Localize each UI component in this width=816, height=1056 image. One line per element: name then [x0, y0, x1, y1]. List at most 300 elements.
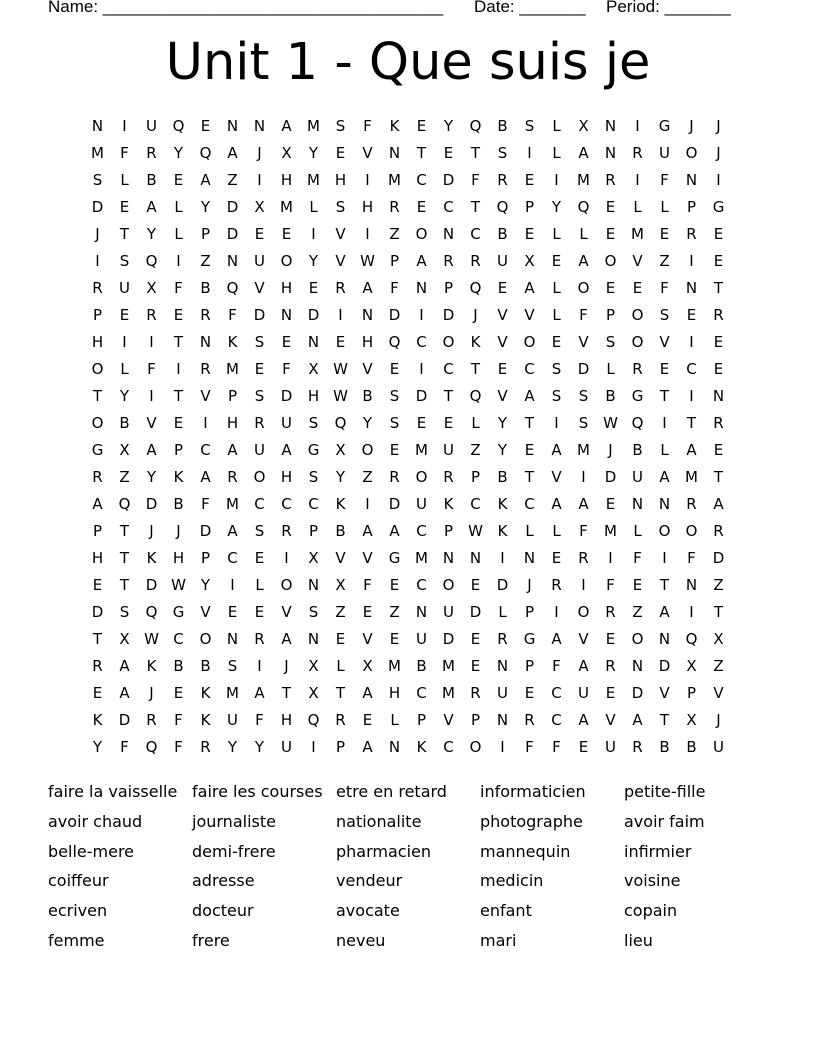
- grid-letter[interactable]: Y: [227, 738, 238, 756]
- grid-letter[interactable]: Z: [335, 603, 346, 621]
- grid-letter[interactable]: J: [608, 441, 613, 459]
- grid-letter[interactable]: R: [497, 630, 508, 648]
- grid-letter[interactable]: F: [471, 171, 480, 189]
- grid-letter[interactable]: D: [469, 603, 482, 621]
- grid-letter[interactable]: R: [632, 738, 643, 756]
- grid-letter[interactable]: H: [334, 171, 347, 189]
- grid-letter[interactable]: E: [362, 711, 373, 729]
- grid-letter[interactable]: I: [689, 603, 694, 621]
- grid-letter[interactable]: N: [631, 657, 644, 675]
- grid-letter[interactable]: X: [254, 198, 265, 216]
- grid-letter[interactable]: A: [119, 684, 130, 702]
- grid-letter[interactable]: A: [200, 468, 211, 486]
- grid-letter[interactable]: N: [226, 252, 239, 270]
- grid-letter[interactable]: C: [416, 684, 427, 702]
- grid-letter[interactable]: A: [578, 495, 589, 513]
- grid-letter[interactable]: Q: [307, 711, 320, 729]
- grid-letter[interactable]: M: [388, 171, 401, 189]
- grid-letter[interactable]: R: [389, 198, 400, 216]
- grid-letter[interactable]: R: [200, 738, 211, 756]
- grid-letter[interactable]: R: [578, 549, 589, 567]
- grid-letter[interactable]: L: [120, 360, 129, 378]
- grid-letter[interactable]: Z: [470, 441, 481, 459]
- grid-letter[interactable]: D: [307, 306, 320, 324]
- grid-letter[interactable]: V: [362, 549, 373, 567]
- grid-letter[interactable]: E: [524, 225, 535, 243]
- grid-letter[interactable]: V: [335, 252, 346, 270]
- grid-letter[interactable]: R: [146, 144, 157, 162]
- grid-letter[interactable]: S: [524, 117, 535, 135]
- grid-letter[interactable]: J: [716, 711, 721, 729]
- grid-letter[interactable]: F: [552, 657, 561, 675]
- grid-letter[interactable]: P: [200, 225, 211, 243]
- grid-letter[interactable]: S: [551, 387, 562, 405]
- grid-letter[interactable]: K: [227, 333, 238, 351]
- grid-letter[interactable]: Y: [146, 468, 157, 486]
- grid-letter[interactable]: E: [254, 360, 265, 378]
- grid-letter[interactable]: U: [443, 603, 454, 621]
- grid-letter[interactable]: A: [362, 684, 373, 702]
- grid-letter[interactable]: F: [606, 576, 615, 594]
- grid-letter[interactable]: X: [308, 360, 319, 378]
- grid-letter[interactable]: W: [360, 252, 375, 270]
- grid-letter[interactable]: M: [685, 468, 698, 486]
- grid-letter[interactable]: J: [284, 657, 289, 675]
- grid-letter[interactable]: S: [659, 306, 670, 324]
- grid-letter[interactable]: L: [471, 414, 480, 432]
- grid-letter[interactable]: L: [552, 279, 561, 297]
- grid-letter[interactable]: M: [280, 198, 293, 216]
- grid-letter[interactable]: B: [362, 387, 373, 405]
- grid-letter[interactable]: L: [552, 144, 561, 162]
- grid-letter[interactable]: E: [605, 225, 616, 243]
- grid-letter[interactable]: E: [524, 171, 535, 189]
- grid-letter[interactable]: B: [200, 279, 211, 297]
- grid-letter[interactable]: I: [500, 738, 505, 756]
- grid-letter[interactable]: D: [388, 306, 401, 324]
- grid-letter[interactable]: T: [470, 198, 481, 216]
- grid-letter[interactable]: L: [633, 198, 642, 216]
- grid-letter[interactable]: X: [308, 549, 319, 567]
- grid-letter[interactable]: P: [443, 522, 454, 540]
- grid-letter[interactable]: E: [281, 333, 292, 351]
- grid-letter[interactable]: U: [254, 252, 265, 270]
- grid-letter[interactable]: N: [685, 171, 698, 189]
- grid-letter[interactable]: X: [362, 657, 373, 675]
- grid-letter[interactable]: X: [335, 576, 346, 594]
- grid-letter[interactable]: I: [689, 252, 694, 270]
- grid-letter[interactable]: I: [365, 225, 370, 243]
- grid-letter[interactable]: I: [149, 333, 154, 351]
- grid-letter[interactable]: W: [171, 576, 186, 594]
- grid-letter[interactable]: L: [633, 522, 642, 540]
- grid-letter[interactable]: I: [527, 144, 532, 162]
- grid-letter[interactable]: S: [335, 198, 346, 216]
- grid-letter[interactable]: E: [443, 414, 454, 432]
- grid-letter[interactable]: M: [307, 117, 320, 135]
- grid-letter[interactable]: C: [416, 171, 427, 189]
- grid-letter[interactable]: F: [660, 279, 669, 297]
- grid-letter[interactable]: V: [524, 306, 535, 324]
- grid-letter[interactable]: Y: [443, 117, 454, 135]
- grid-letter[interactable]: V: [362, 144, 373, 162]
- grid-letter[interactable]: N: [388, 144, 401, 162]
- grid-letter[interactable]: C: [173, 630, 184, 648]
- grid-letter[interactable]: C: [281, 495, 292, 513]
- grid-letter[interactable]: X: [524, 252, 535, 270]
- grid-letter[interactable]: E: [416, 414, 427, 432]
- grid-letter[interactable]: E: [632, 576, 643, 594]
- grid-letter[interactable]: Y: [335, 468, 346, 486]
- grid-letter[interactable]: V: [443, 711, 454, 729]
- grid-letter[interactable]: O: [577, 279, 590, 297]
- grid-letter[interactable]: R: [389, 468, 400, 486]
- grid-letter[interactable]: E: [254, 225, 265, 243]
- grid-letter[interactable]: O: [442, 576, 455, 594]
- grid-letter[interactable]: Y: [146, 225, 157, 243]
- grid-letter[interactable]: Y: [551, 198, 562, 216]
- grid-letter[interactable]: K: [389, 117, 400, 135]
- grid-letter[interactable]: B: [497, 468, 508, 486]
- grid-letter[interactable]: Q: [145, 252, 158, 270]
- grid-letter[interactable]: A: [578, 657, 589, 675]
- grid-letter[interactable]: Y: [362, 414, 373, 432]
- grid-letter[interactable]: S: [254, 522, 265, 540]
- grid-letter[interactable]: H: [172, 549, 185, 567]
- grid-letter[interactable]: C: [443, 360, 454, 378]
- grid-letter[interactable]: P: [524, 198, 535, 216]
- grid-letter[interactable]: I: [338, 306, 343, 324]
- grid-letter[interactable]: O: [523, 333, 536, 351]
- grid-letter[interactable]: R: [605, 603, 616, 621]
- grid-letter[interactable]: P: [308, 522, 319, 540]
- grid-letter[interactable]: E: [632, 279, 643, 297]
- grid-letter[interactable]: Z: [389, 225, 400, 243]
- grid-letter[interactable]: E: [551, 333, 562, 351]
- grid-letter[interactable]: I: [635, 171, 640, 189]
- grid-letter[interactable]: Z: [389, 603, 400, 621]
- grid-letter[interactable]: L: [174, 198, 183, 216]
- grid-letter[interactable]: E: [605, 495, 616, 513]
- grid-letter[interactable]: I: [662, 414, 667, 432]
- grid-letter[interactable]: E: [605, 279, 616, 297]
- grid-letter[interactable]: I: [554, 171, 559, 189]
- grid-letter[interactable]: B: [173, 657, 184, 675]
- grid-letter[interactable]: Y: [497, 441, 508, 459]
- grid-letter[interactable]: T: [92, 630, 103, 648]
- grid-letter[interactable]: C: [227, 549, 238, 567]
- grid-letter[interactable]: D: [118, 711, 131, 729]
- grid-letter[interactable]: R: [200, 360, 211, 378]
- grid-letter[interactable]: P: [605, 306, 616, 324]
- grid-letter[interactable]: E: [173, 171, 184, 189]
- grid-letter[interactable]: Z: [200, 252, 211, 270]
- grid-letter[interactable]: O: [199, 630, 212, 648]
- grid-letter[interactable]: F: [201, 495, 210, 513]
- grid-letter[interactable]: N: [469, 549, 482, 567]
- grid-letter[interactable]: C: [524, 495, 535, 513]
- grid-letter[interactable]: G: [631, 387, 644, 405]
- grid-letter[interactable]: W: [333, 387, 348, 405]
- grid-letter[interactable]: T: [119, 225, 130, 243]
- grid-letter[interactable]: F: [525, 738, 534, 756]
- grid-letter[interactable]: P: [524, 603, 535, 621]
- grid-letter[interactable]: I: [608, 549, 613, 567]
- grid-letter[interactable]: J: [149, 684, 154, 702]
- grid-letter[interactable]: Q: [496, 198, 509, 216]
- grid-letter[interactable]: B: [335, 522, 346, 540]
- grid-letter[interactable]: N: [496, 711, 509, 729]
- grid-letter[interactable]: T: [713, 603, 724, 621]
- grid-letter[interactable]: P: [416, 711, 427, 729]
- grid-letter[interactable]: M: [442, 657, 455, 675]
- grid-letter[interactable]: N: [604, 117, 617, 135]
- grid-letter[interactable]: C: [551, 684, 562, 702]
- grid-letter[interactable]: E: [389, 441, 400, 459]
- grid-letter[interactable]: F: [228, 306, 237, 324]
- grid-letter[interactable]: M: [442, 684, 455, 702]
- grid-letter[interactable]: U: [119, 279, 130, 297]
- grid-letter[interactable]: Y: [254, 738, 265, 756]
- grid-letter[interactable]: O: [604, 252, 617, 270]
- grid-letter[interactable]: A: [254, 684, 265, 702]
- grid-letter[interactable]: E: [173, 306, 184, 324]
- grid-letter[interactable]: H: [226, 414, 239, 432]
- grid-letter[interactable]: Q: [118, 495, 131, 513]
- grid-letter[interactable]: R: [443, 468, 454, 486]
- grid-letter[interactable]: A: [146, 441, 157, 459]
- grid-letter[interactable]: N: [307, 576, 320, 594]
- grid-letter[interactable]: C: [686, 360, 697, 378]
- grid-letter[interactable]: M: [226, 684, 239, 702]
- grid-letter[interactable]: U: [605, 738, 616, 756]
- grid-letter[interactable]: E: [119, 306, 130, 324]
- grid-letter[interactable]: E: [497, 360, 508, 378]
- grid-letter[interactable]: E: [713, 225, 724, 243]
- grid-letter[interactable]: S: [227, 657, 238, 675]
- grid-letter[interactable]: P: [227, 387, 238, 405]
- grid-letter[interactable]: X: [335, 441, 346, 459]
- grid-letter[interactable]: X: [578, 117, 589, 135]
- grid-letter[interactable]: O: [658, 522, 671, 540]
- grid-letter[interactable]: J: [257, 144, 262, 162]
- grid-letter[interactable]: N: [415, 279, 428, 297]
- grid-letter[interactable]: C: [470, 225, 481, 243]
- grid-letter[interactable]: L: [498, 603, 507, 621]
- grid-letter[interactable]: V: [497, 387, 508, 405]
- grid-letter[interactable]: R: [713, 414, 724, 432]
- grid-letter[interactable]: D: [91, 603, 104, 621]
- grid-letter[interactable]: O: [253, 468, 266, 486]
- grid-letter[interactable]: E: [92, 684, 103, 702]
- grid-letter[interactable]: R: [335, 711, 346, 729]
- grid-letter[interactable]: T: [470, 144, 481, 162]
- grid-letter[interactable]: S: [389, 414, 400, 432]
- grid-letter[interactable]: I: [662, 549, 667, 567]
- grid-letter[interactable]: M: [226, 495, 239, 513]
- grid-letter[interactable]: K: [200, 684, 211, 702]
- grid-letter[interactable]: B: [686, 738, 697, 756]
- grid-letter[interactable]: T: [659, 387, 670, 405]
- name-field[interactable]: Name: ____________________________________: [48, 0, 444, 16]
- grid-letter[interactable]: E: [254, 603, 265, 621]
- grid-letter[interactable]: T: [281, 684, 292, 702]
- grid-letter[interactable]: I: [419, 306, 424, 324]
- grid-letter[interactable]: H: [361, 333, 374, 351]
- grid-letter[interactable]: U: [713, 738, 724, 756]
- grid-letter[interactable]: Z: [227, 171, 238, 189]
- grid-letter[interactable]: A: [578, 252, 589, 270]
- grid-letter[interactable]: F: [390, 279, 399, 297]
- grid-letter[interactable]: P: [686, 684, 697, 702]
- grid-letter[interactable]: F: [552, 738, 561, 756]
- grid-letter[interactable]: G: [388, 549, 401, 567]
- grid-letter[interactable]: Q: [469, 117, 482, 135]
- grid-letter[interactable]: I: [257, 657, 262, 675]
- grid-letter[interactable]: F: [282, 360, 291, 378]
- grid-letter[interactable]: I: [365, 495, 370, 513]
- grid-letter[interactable]: H: [307, 387, 320, 405]
- grid-letter[interactable]: B: [497, 117, 508, 135]
- grid-letter[interactable]: U: [659, 144, 670, 162]
- grid-letter[interactable]: S: [308, 414, 319, 432]
- grid-letter[interactable]: F: [579, 522, 588, 540]
- grid-letter[interactable]: G: [307, 441, 320, 459]
- grid-letter[interactable]: O: [685, 144, 698, 162]
- grid-letter[interactable]: H: [91, 549, 104, 567]
- grid-letter[interactable]: I: [716, 171, 721, 189]
- grid-letter[interactable]: A: [227, 522, 238, 540]
- grid-letter[interactable]: F: [120, 144, 129, 162]
- grid-letter[interactable]: F: [579, 306, 588, 324]
- grid-letter[interactable]: E: [605, 630, 616, 648]
- grid-letter[interactable]: Q: [172, 117, 185, 135]
- grid-letter[interactable]: I: [230, 576, 235, 594]
- grid-letter[interactable]: T: [173, 333, 184, 351]
- grid-letter[interactable]: M: [388, 657, 401, 675]
- grid-letter[interactable]: R: [92, 657, 103, 675]
- grid-letter[interactable]: Z: [713, 576, 724, 594]
- grid-letter[interactable]: O: [442, 333, 455, 351]
- grid-letter[interactable]: T: [119, 522, 130, 540]
- grid-letter[interactable]: J: [689, 117, 694, 135]
- grid-letter[interactable]: U: [254, 441, 265, 459]
- grid-letter[interactable]: I: [176, 252, 181, 270]
- grid-letter[interactable]: L: [660, 441, 669, 459]
- grid-letter[interactable]: R: [713, 306, 724, 324]
- grid-letter[interactable]: D: [145, 576, 158, 594]
- grid-letter[interactable]: F: [363, 117, 372, 135]
- grid-letter[interactable]: V: [200, 387, 211, 405]
- grid-letter[interactable]: O: [280, 252, 293, 270]
- grid-letter[interactable]: N: [712, 387, 725, 405]
- grid-letter[interactable]: D: [496, 576, 509, 594]
- grid-letter[interactable]: I: [311, 738, 316, 756]
- grid-letter[interactable]: A: [578, 144, 589, 162]
- grid-letter[interactable]: F: [633, 549, 642, 567]
- grid-letter[interactable]: D: [712, 549, 725, 567]
- grid-letter[interactable]: D: [280, 387, 293, 405]
- grid-letter[interactable]: H: [280, 711, 293, 729]
- grid-letter[interactable]: O: [685, 522, 698, 540]
- grid-letter[interactable]: V: [659, 684, 670, 702]
- grid-letter[interactable]: X: [686, 657, 697, 675]
- grid-letter[interactable]: V: [578, 333, 589, 351]
- grid-letter[interactable]: B: [632, 441, 643, 459]
- grid-letter[interactable]: C: [416, 576, 427, 594]
- grid-letter[interactable]: I: [554, 603, 559, 621]
- grid-letter[interactable]: N: [658, 630, 671, 648]
- grid-letter[interactable]: R: [632, 360, 643, 378]
- grid-letter[interactable]: R: [146, 306, 157, 324]
- grid-letter[interactable]: V: [281, 603, 292, 621]
- grid-letter[interactable]: K: [443, 495, 454, 513]
- grid-letter[interactable]: E: [713, 252, 724, 270]
- grid-letter[interactable]: N: [685, 576, 698, 594]
- grid-letter[interactable]: E: [497, 279, 508, 297]
- grid-letter[interactable]: F: [660, 171, 669, 189]
- grid-letter[interactable]: N: [307, 630, 320, 648]
- grid-letter[interactable]: V: [335, 225, 346, 243]
- grid-letter[interactable]: H: [388, 684, 401, 702]
- grid-letter[interactable]: U: [497, 684, 508, 702]
- grid-letter[interactable]: N: [91, 117, 104, 135]
- grid-letter[interactable]: T: [92, 387, 103, 405]
- grid-letter[interactable]: N: [631, 495, 644, 513]
- grid-letter[interactable]: U: [416, 630, 427, 648]
- grid-letter[interactable]: D: [631, 684, 644, 702]
- grid-letter[interactable]: C: [551, 711, 562, 729]
- grid-letter[interactable]: K: [497, 495, 508, 513]
- grid-letter[interactable]: A: [713, 495, 724, 513]
- grid-letter[interactable]: C: [254, 495, 265, 513]
- grid-letter[interactable]: L: [579, 225, 588, 243]
- grid-letter[interactable]: P: [524, 657, 535, 675]
- grid-letter[interactable]: O: [415, 468, 428, 486]
- grid-letter[interactable]: U: [146, 117, 157, 135]
- grid-letter[interactable]: F: [147, 360, 156, 378]
- grid-letter[interactable]: Q: [334, 414, 347, 432]
- grid-letter[interactable]: M: [226, 360, 239, 378]
- grid-letter[interactable]: E: [524, 441, 535, 459]
- grid-letter[interactable]: M: [577, 171, 590, 189]
- grid-letter[interactable]: I: [635, 117, 640, 135]
- grid-letter[interactable]: E: [605, 684, 616, 702]
- grid-letter[interactable]: I: [689, 333, 694, 351]
- grid-letter[interactable]: T: [416, 144, 427, 162]
- grid-letter[interactable]: P: [335, 738, 346, 756]
- grid-letter[interactable]: N: [604, 144, 617, 162]
- grid-letter[interactable]: P: [443, 279, 454, 297]
- grid-letter[interactable]: R: [92, 279, 103, 297]
- grid-letter[interactable]: Y: [497, 414, 508, 432]
- grid-letter[interactable]: E: [173, 414, 184, 432]
- grid-letter[interactable]: D: [388, 495, 401, 513]
- grid-letter[interactable]: E: [335, 630, 346, 648]
- grid-letter[interactable]: N: [307, 333, 320, 351]
- grid-letter[interactable]: P: [92, 306, 103, 324]
- grid-letter[interactable]: Y: [119, 387, 130, 405]
- grid-letter[interactable]: S: [389, 387, 400, 405]
- grid-letter[interactable]: A: [659, 603, 670, 621]
- grid-letter[interactable]: R: [254, 630, 265, 648]
- grid-letter[interactable]: I: [203, 414, 208, 432]
- grid-letter[interactable]: S: [551, 360, 562, 378]
- grid-letter[interactable]: Q: [145, 738, 158, 756]
- grid-letter[interactable]: Y: [173, 144, 184, 162]
- grid-letter[interactable]: B: [146, 171, 157, 189]
- grid-letter[interactable]: T: [119, 549, 130, 567]
